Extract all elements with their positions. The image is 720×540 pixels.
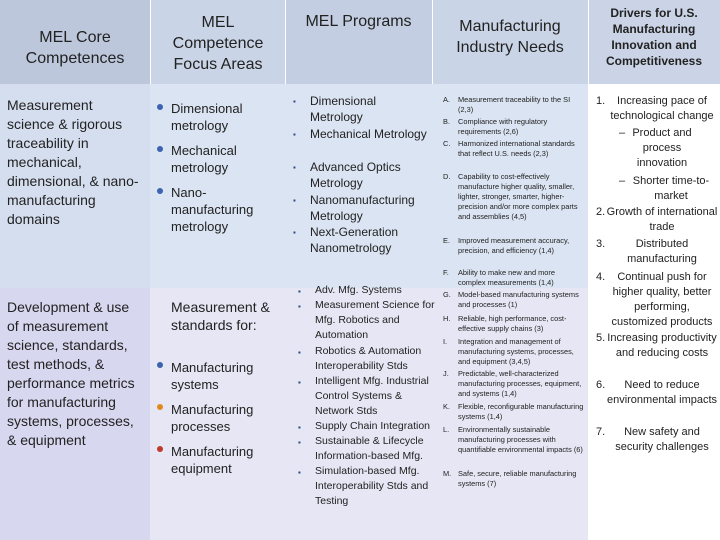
need-letter: M. [443, 469, 452, 478]
program-item: Simulation-based Mfg. Interoperability Stds and Testing [315, 465, 429, 507]
square-bullet-icon: ▪ [293, 130, 296, 139]
program-item: Dimensional Metrology [310, 94, 377, 124]
need-letter: K. [443, 402, 450, 411]
driver-text: New safety and security challenges [615, 426, 709, 453]
need-text: Environmentally sustainable manufacturing processes with quantifiable environmental impacts (6) [458, 425, 583, 454]
need-text: Capability to cost-effectively manufacture higher quality, smaller, lighter, stronger, smarter, higher-precision and/or more complex parts and assemblies (4,5) [458, 172, 578, 221]
program-item: Sustainable & Lifecycle Information-based Mfg. [315, 435, 424, 462]
need-letter: G. [443, 290, 451, 299]
focus-item: Dimensional metrology [171, 101, 243, 133]
square-bullet-icon: ▪ [298, 302, 301, 311]
need-text: Reliable, high performance, cost-effective supply chains (3) [458, 314, 567, 333]
driver-text: Distributed manufacturing [627, 238, 697, 265]
driver-number: 3. [596, 238, 606, 250]
focus-item: Manufacturing systems [171, 360, 254, 392]
need-text: Flexible, reconfigurable manufacturing systems (1,4) [458, 402, 584, 421]
program-item: Intelligent Mfg. Industrial Control Systems & Network Stds [315, 375, 429, 417]
driver-text: Continual push for higher quality, better performing, customized products [611, 271, 713, 328]
need-letter: H. [443, 314, 451, 323]
need-text: Measurement traceability to the SI (2,3) [458, 95, 571, 114]
driver-number: 2. [596, 206, 606, 218]
bullet-dot-icon [157, 188, 163, 194]
driver-sub: Shorter time-to-market [632, 175, 710, 202]
core-row1: Measurement science & rigorous traceability in mechanical, dimensional, & nano-manufacturing domains [7, 97, 139, 227]
focus-item: Nano-manufacturing metrology [171, 185, 254, 234]
need-text: Model-based manufacturing systems and processes (1) [458, 290, 579, 309]
dash-icon: – [619, 127, 626, 139]
program-item: Mechanical Metrology [310, 127, 427, 141]
driver-text: Increasing pace of technological change [610, 95, 714, 122]
square-bullet-icon: ▪ [298, 378, 301, 387]
need-letter: I. [443, 337, 448, 346]
driver-number: 4. [596, 271, 606, 283]
focus-item: Manufacturing equipment [171, 444, 254, 476]
bullet-dot-icon [157, 146, 163, 152]
square-bullet-icon: ▪ [298, 348, 301, 357]
header-drivers: Drivers for U.S. Manufacturing Innovation and Competitiveness [605, 6, 703, 68]
square-bullet-icon: ▪ [293, 196, 296, 205]
header-needs: Manufacturing Industry Needs [456, 18, 564, 56]
need-letter: L. [443, 425, 450, 434]
square-bullet-icon: ▪ [298, 423, 301, 432]
focus-item: Manufacturing processes [171, 402, 254, 434]
header-divider [285, 0, 286, 84]
focus-row2-label: Measurement & standards for: [171, 299, 270, 333]
program-item: Next-Generation Nanometrology [310, 225, 399, 255]
driver-text: Growth of international trade [606, 206, 718, 233]
bullet-dot-icon [157, 104, 163, 110]
need-letter: F. [443, 268, 449, 277]
focus-item: Mechanical metrology [171, 143, 237, 175]
square-bullet-icon: ▪ [298, 438, 301, 447]
need-letter: C. [443, 139, 451, 148]
need-letter: A. [443, 95, 450, 104]
square-bullet-icon: ▪ [293, 228, 296, 237]
need-text: Safe, secure, reliable manufacturing systems (7) [458, 469, 577, 488]
program-item: Robotics & Automation Interoperability Stds [315, 345, 422, 372]
square-bullet-icon: ▪ [298, 468, 301, 477]
header-programs: MEL Programs [305, 13, 412, 30]
program-item: Supply Chain Integration [315, 420, 430, 432]
driver-number: 5. [596, 332, 606, 344]
driver-sub: Product and process innovation [632, 127, 692, 169]
need-text: Integration and management of manufacturing systems, processes, and equipment (3,4,5) [458, 337, 574, 366]
need-letter: J. [443, 369, 449, 378]
driver-number: 6. [596, 379, 606, 391]
header-divider [432, 0, 433, 84]
dash-icon: – [619, 175, 626, 187]
driver-number: 7. [596, 426, 606, 438]
need-text: Improved measurement accuracy, precision, and efficiency (1,4) [458, 236, 570, 255]
driver-text: Increasing productivity and reducing costs [607, 332, 717, 359]
need-letter: B. [443, 117, 450, 126]
need-text: Harmonized international standards that reflect U.S. needs (2,3) [458, 139, 575, 158]
bullet-dot-icon [157, 362, 163, 368]
program-item: Advanced Optics Metrology [310, 160, 401, 190]
header-focus: MEL Competence Focus Areas [172, 14, 264, 73]
header-core: MEL Core Competences [25, 29, 125, 67]
core-row2: Development & use of measurement science, standards, test methods, & performance metrics for manufacturing systems, processes, & equipment [7, 299, 135, 448]
program-item: Adv. Mfg. Systems [315, 284, 402, 296]
header-divider [150, 0, 151, 84]
need-text: Ability to make new and more complex measurements (1,4) [458, 268, 555, 287]
driver-number: 1. [596, 95, 606, 107]
bullet-dot-icon [157, 446, 163, 452]
driver-text: Need to reduce environmental impacts [606, 379, 718, 406]
bullet-dot-icon [157, 404, 163, 410]
square-bullet-icon: ▪ [298, 287, 301, 296]
program-item: Nanomanufacturing Metrology [310, 193, 415, 223]
square-bullet-icon: ▪ [293, 97, 296, 106]
header-divider [588, 0, 589, 84]
square-bullet-icon: ▪ [293, 163, 296, 172]
need-letter: D. [443, 172, 451, 181]
program-item: Measurement Science for Mfg. Robotics and Automation [315, 299, 435, 341]
need-text: Compliance with regulatory requirements (2,6) [458, 117, 548, 136]
need-text: Predictable, well-characterized manufacturing processes, equipment, and systems (1,4) [458, 369, 582, 398]
need-letter: E. [443, 236, 450, 245]
